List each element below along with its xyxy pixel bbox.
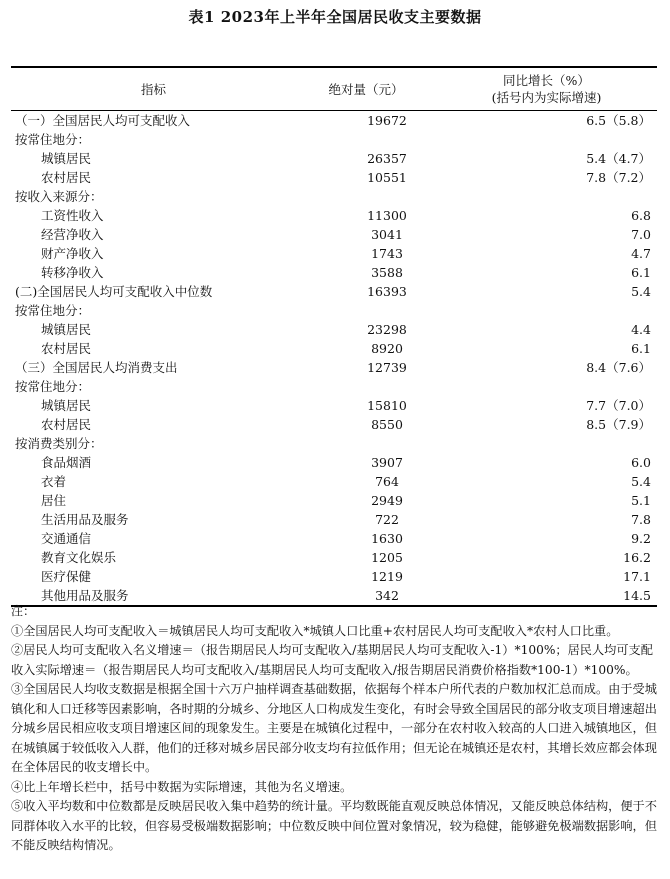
table-row (11, 282, 657, 301)
row-absolute-value: 8550 (371, 417, 403, 432)
table-header-row (11, 67, 657, 111)
note-item-4: ④比上年增长栏中，括号中数据为实际增速，其他为名义增速。 (11, 779, 353, 794)
row-indicator: 城镇居民 (41, 322, 92, 337)
row-absolute-value: 1205 (371, 550, 403, 565)
table-row (11, 225, 657, 244)
row-indicator: 工资性收入 (41, 208, 104, 223)
note-item-2: ②居民人均可支配收入名义增速＝（报告期居民人均可支配收入/基期居民人均可支配收入-1）*100%；居民人均可支配收入实际增速＝（报告期居民人均可支配收入/基期居民人均可支配收入/报告期居民消费价格指数*100-1）*100%。 (11, 643, 653, 677)
row-absolute-value: 16393 (367, 284, 407, 299)
row-growth: 6.0 (631, 455, 651, 470)
row-absolute-value: 8920 (371, 341, 403, 356)
row-absolute-value (296, 434, 436, 453)
row-absolute-value: 19672 (367, 113, 407, 128)
row-indicator: 教育文化娱乐 (41, 550, 117, 565)
row-growth: 16.2 (623, 550, 651, 565)
table-row (11, 168, 657, 187)
header-growth-line2: (括号内为实际增速) (491, 90, 602, 105)
row-indicator: 城镇居民 (41, 398, 92, 413)
table-row (11, 339, 657, 358)
row-indicator: 农村居民 (41, 170, 92, 185)
row-indicator: 居住 (41, 493, 67, 508)
row-absolute-value (296, 301, 436, 320)
row-growth: 7.0 (631, 227, 651, 242)
table-row (11, 377, 657, 396)
note-item-1: ①全国居民人均可支配收入＝城镇居民人均可支配收入*城镇人口比重+农村居民人均可支配收入*农村人口比重。 (11, 623, 619, 638)
row-indicator: 按常住地分： (15, 303, 91, 318)
row-absolute-value: 26357 (367, 151, 407, 166)
row-growth: 5.4（4.7） (586, 151, 651, 166)
row-growth (436, 130, 657, 149)
table-row (11, 472, 657, 491)
header-growth (436, 67, 657, 111)
row-indicator: 农村居民 (41, 341, 92, 356)
table-title: 表1 2023年上半年全国居民收支主要数据 (188, 8, 482, 26)
data-table (11, 66, 657, 607)
row-indicator: 生活用品及服务 (41, 512, 129, 527)
row-absolute-value: 10551 (367, 170, 407, 185)
header-absolute: 绝对量（元） (296, 67, 436, 111)
header-growth-line1: 同比增长（%） (503, 73, 590, 88)
table-row (11, 548, 657, 567)
row-growth: 6.5（5.8） (586, 113, 651, 128)
row-absolute-value: 15810 (367, 398, 407, 413)
table-row (11, 320, 657, 339)
row-absolute-value: 1219 (371, 569, 403, 584)
row-absolute-value: 2949 (371, 493, 403, 508)
row-growth: 6.8 (631, 208, 651, 223)
row-absolute-value: 12739 (367, 360, 407, 375)
row-growth: 8.5（7.9） (586, 417, 651, 432)
table-body (11, 111, 657, 607)
row-growth: 7.8 (631, 512, 651, 527)
notes-section (11, 602, 657, 856)
table-row (11, 567, 657, 586)
row-indicator: (二)全国居民人均可支配收入中位数 (15, 284, 213, 299)
row-absolute-value: 342 (296, 586, 436, 606)
notes-label: 注： (11, 604, 36, 618)
row-absolute-value (296, 187, 436, 206)
row-indicator: 转移净收入 (41, 265, 104, 280)
row-indicator: 其他用品及服务 (11, 586, 296, 606)
row-indicator: 按常住地分： (15, 379, 91, 394)
row-absolute-value: 3041 (371, 227, 403, 242)
row-absolute-value: 3588 (371, 265, 403, 280)
table-row (11, 491, 657, 510)
row-absolute-value: 3907 (371, 455, 403, 470)
table-row (11, 358, 657, 377)
row-growth: 6.1 (631, 265, 651, 280)
row-indicator: 交通通信 (41, 531, 92, 546)
row-absolute-value (296, 130, 436, 149)
row-indicator: 医疗保健 (41, 569, 92, 584)
row-absolute-value: 1630 (371, 531, 403, 546)
row-growth: 5.1 (631, 493, 651, 508)
row-growth: 4.7 (631, 246, 651, 261)
row-absolute-value: 722 (375, 512, 399, 527)
row-growth (436, 187, 657, 206)
note-item-5: ⑤收入平均数和中位数都是反映居民收入集中趋势的统计量。平均数既能直观反映总体情况，又能反映总体结构，便于不同群体收入水平的比较，但容易受极端数据影响；中位数反映中间位置对象情况，较为稳健，能够避免极端数据影响，但不能反映结构情况。 (11, 799, 657, 852)
table-row (11, 453, 657, 472)
row-absolute-value (296, 377, 436, 396)
table-row (11, 111, 657, 131)
row-indicator: 农村居民 (41, 417, 92, 432)
table-row (11, 301, 657, 320)
row-growth: 17.1 (623, 569, 651, 584)
row-indicator: 衣着 (41, 474, 67, 489)
row-indicator: 经营净收入 (41, 227, 104, 242)
row-indicator: 按常住地分： (15, 132, 91, 147)
table-row (11, 396, 657, 415)
row-indicator: 城镇居民 (41, 151, 92, 166)
table-row (11, 187, 657, 206)
row-absolute-value: 23298 (367, 322, 407, 337)
row-absolute-value: 1743 (371, 246, 403, 261)
row-growth: 4.4 (631, 322, 651, 337)
row-growth: 7.8（7.2） (586, 170, 651, 185)
row-growth: 6.1 (631, 341, 651, 356)
row-growth: 7.7（7.0） (586, 398, 651, 413)
row-growth: 5.4 (631, 474, 651, 489)
row-growth (436, 377, 657, 396)
table-row (11, 263, 657, 282)
note-item-3: ③全国居民人均收支数据是根据全国十六万户抽样调查基础数据，依据每个样本户所代表的户数加权汇总而成。由于受城镇化和人口迁移等因素影响，各时期的分城乡、分地区人口构成发生变化，有时会导致全国居民的部分收支项目增速超出分城乡居民相应收支项目增速区间的现象发生。主要是在城镇化过程中，一部分在农村收入较高的人口进入城镇地区，但在城镇属于较低收入人群，他们的迁移对城乡居民部分收支均有拉低作用；但无论在城镇还是农村，其增长效应都会体现在全体居民的收支增长中。 (11, 682, 657, 774)
row-indicator: （一）全国居民人均可支配收入 (15, 113, 191, 128)
table-row (11, 434, 657, 453)
row-absolute-value: 764 (375, 474, 399, 489)
row-indicator: 财产净收入 (41, 246, 104, 261)
row-indicator: 按消费类别分： (15, 436, 103, 451)
table-row (11, 244, 657, 263)
header-indicator: 指标 (11, 67, 296, 111)
row-absolute-value: 11300 (367, 208, 407, 223)
row-growth: 8.4（7.6） (586, 360, 651, 375)
row-growth: 14.5 (436, 586, 657, 606)
row-indicator: 食品烟酒 (41, 455, 92, 470)
row-indicator: 按收入来源分： (15, 189, 103, 204)
row-growth (436, 434, 657, 453)
table-row (11, 529, 657, 548)
row-growth: 9.2 (631, 531, 651, 546)
table-row (11, 149, 657, 168)
table-row (11, 510, 657, 529)
row-growth (436, 301, 657, 320)
row-growth: 5.4 (631, 284, 651, 299)
table-row (11, 206, 657, 225)
table-row (11, 415, 657, 434)
row-indicator: （三）全国居民人均消费支出 (15, 360, 178, 375)
table-row (11, 130, 657, 149)
